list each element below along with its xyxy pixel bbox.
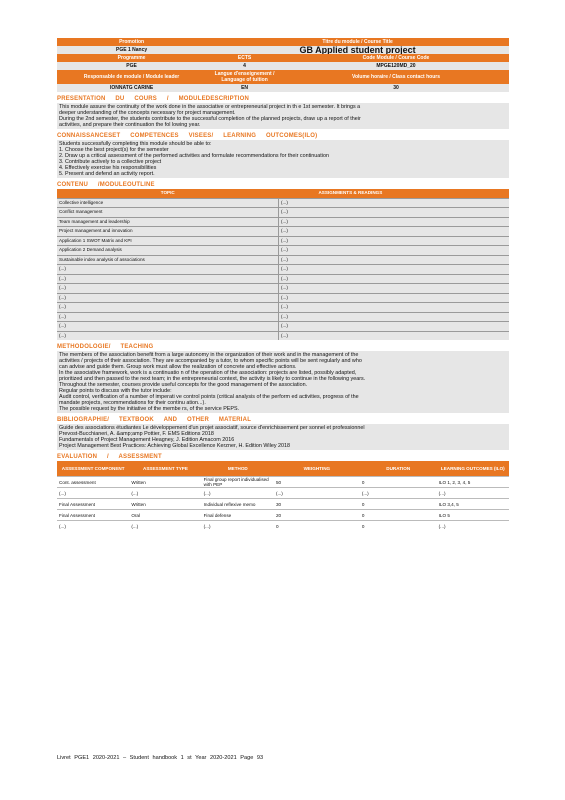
topic-cell: (...) bbox=[57, 293, 278, 303]
eval-cell: ILO 5 bbox=[437, 510, 509, 521]
eval-cell: (...) bbox=[202, 488, 274, 499]
ects-value: 4 bbox=[206, 62, 283, 70]
eval-cell: Oral bbox=[129, 510, 201, 521]
code-value: MPGE120MD_20 bbox=[283, 62, 509, 70]
bibliographie-text: Guide des associations étudiantes Le développement d'un projet associatif, source d'enrichissement per sonnel et professionnel Prevost-Bucchianeri, A. &amp;amp Pottier, F. EMS Editions 2018 Fundamentals of Project Management Heagney, J. Edition Amacom 2016 Project Management Best Practices: Achieving Global Excellence Kerzner, H. Edition Wiley 2018 bbox=[57, 424, 509, 450]
eval-cell: Written bbox=[129, 477, 201, 488]
table-row bbox=[57, 331, 509, 340]
assignment-cell: (...) bbox=[278, 312, 509, 322]
assignment-cell: (...) bbox=[278, 322, 509, 332]
assignment-cell: (...) bbox=[278, 331, 509, 340]
promotion-value: PGE 1 Nancy bbox=[57, 46, 206, 54]
topic-cell: (...) bbox=[57, 265, 278, 275]
table-row bbox=[57, 208, 509, 218]
assignment-cell: (...) bbox=[278, 208, 509, 218]
eval-cell: Written bbox=[129, 499, 201, 510]
langue-label: Langue d'enseignement / Language of tuition bbox=[206, 70, 283, 84]
assignment-cell: (...) bbox=[278, 217, 509, 227]
table-row bbox=[57, 198, 509, 208]
table-row bbox=[57, 274, 509, 284]
eval-cell: 0 bbox=[360, 521, 437, 532]
eval-col-weighting: WEIGHTING bbox=[274, 461, 360, 477]
eval-cell: (...) bbox=[129, 521, 201, 532]
methodologie-text: The members of the association benefit from a large autonomy in the organization of their work and in the management of the activities / projects of their association. They are accompanied by a tutor, to whom specific points will be sent regularly and who can advise and guide them. Group work must allow the realization of concrete and effective actions. In the associative framework, work is a continuatio n of the operation of the association: projects are listed, possibly adapted, prioritized and then passed to the next team; in the entrepreneurial context, the activity is likely to continue in the following years. Throughout the semester, courses provide useful concepts for the good management of the association. Regular points to discuss with the tutor include: Audit control, verification of a number of imperati ve control points (critical analysis of the perform ed activities, progress of the mandate projects, recommendations for their continu ation...). The possible request by the initiative of the membe rs, of the service PEPS. bbox=[57, 351, 509, 413]
assignment-cell: (...) bbox=[278, 274, 509, 284]
eval-cell: (...) bbox=[274, 488, 360, 499]
eval-cell: Final group report individualised with PEP bbox=[202, 477, 274, 488]
table-row bbox=[57, 477, 509, 488]
eval-col-component: ASSESSMENT COMPONENT bbox=[57, 461, 129, 477]
topic-cell: Team management and leadership bbox=[57, 217, 278, 227]
table-row bbox=[57, 265, 509, 275]
learning-text: Students successfully completing this module should be able to: 1. Choose the best project(s) for the semester 2. Draw up a critical assessment of the performed activities and formulate recommendations for their continuation 3. Contribute actively to a collective project 4. Effectively exercise his responsibilities 5. Present and defend an activity report. bbox=[57, 140, 509, 178]
promotion-label: Promotion bbox=[57, 38, 206, 46]
bibliographie-heading: BIBLIOGRAPHIE/ TEXTBOOK AND OTHER MATERIAL bbox=[57, 417, 252, 423]
langue-value: EN bbox=[206, 84, 283, 92]
presentation-text: This module assure the continuity of the work done in the associative or entrepreneurial project in th e 1st semester. It brings a deeper understanding of the concepts necessary for project management. During the 2nd semester, the students contribute to the successful completion of the planned projects, draw up a report of their activities, and prepare their continuation the fol lowing year. bbox=[57, 103, 509, 129]
assignments-header: ASSIGNMENTS & READINGS bbox=[278, 189, 509, 198]
eval-cell: 0 bbox=[360, 499, 437, 510]
eval-cell: (...) bbox=[129, 488, 201, 499]
page-footer: Livret PGE1 2020-2021 – Student handbook 1 st Year 2020-2021 Page 93 bbox=[57, 755, 264, 761]
eval-cell: Individual reflexive memo bbox=[202, 499, 274, 510]
assignment-cell: (...) bbox=[278, 198, 509, 208]
topic-cell: (...) bbox=[57, 274, 278, 284]
eval-cell: (...) bbox=[437, 488, 509, 499]
code-label: Code Module / Course Code bbox=[283, 54, 509, 62]
assignment-cell: (...) bbox=[278, 255, 509, 265]
eval-cell: Final defense bbox=[202, 510, 274, 521]
table-row bbox=[57, 246, 509, 256]
presentation-heading: PRESENTATION DU COURS / MODULEDESCRIPTION bbox=[57, 96, 249, 102]
table-row bbox=[57, 293, 509, 303]
eval-cell: 30 bbox=[274, 499, 360, 510]
topic-cell: Collective intelligence bbox=[57, 198, 278, 208]
evaluation-table bbox=[57, 461, 509, 531]
eval-cell: (...) bbox=[57, 488, 129, 499]
table-row bbox=[57, 303, 509, 313]
eval-cell: (...) bbox=[437, 521, 509, 532]
table-row bbox=[57, 284, 509, 294]
programme-value: PGE bbox=[57, 62, 206, 70]
eval-cell: 0 bbox=[360, 510, 437, 521]
topic-cell: (...) bbox=[57, 303, 278, 313]
programme-label: Programme bbox=[57, 54, 206, 62]
table-row bbox=[57, 312, 509, 322]
topic-cell: Application 2 Demand analysis bbox=[57, 246, 278, 256]
responsable-value: IONNATG CARINE bbox=[57, 84, 206, 92]
assignment-cell: (...) bbox=[278, 303, 509, 313]
eval-cell: (...) bbox=[360, 488, 437, 499]
eval-cell: 0 bbox=[274, 521, 360, 532]
table-row bbox=[57, 236, 509, 246]
methodologie-heading: METHODOLOGIE/ TEACHING bbox=[57, 344, 154, 350]
title-label: Titre du module / Course Title bbox=[206, 38, 509, 46]
topic-cell: (...) bbox=[57, 284, 278, 294]
eval-col-duration: DURATION bbox=[360, 461, 437, 477]
learning-heading: CONNAISSANCESET COMPETENCES VISEES/ LEARNING OUTCOMES(ILO) bbox=[57, 133, 318, 139]
topic-cell: Sustainable index analysis of associations bbox=[57, 255, 278, 265]
topic-cell: Project management and innovation bbox=[57, 227, 278, 237]
table-row bbox=[57, 322, 509, 332]
eval-cell: 0 bbox=[360, 477, 437, 488]
table-row bbox=[57, 255, 509, 265]
topic-cell: (...) bbox=[57, 322, 278, 332]
eval-col-ilo: LEARNING OUTCOMES (ILO) bbox=[437, 461, 509, 477]
eval-cell: Final Assessment bbox=[57, 499, 129, 510]
table-row bbox=[57, 488, 509, 499]
eval-cell: ILO 1, 2, 3, 4, 5 bbox=[437, 477, 509, 488]
assignment-cell: (...) bbox=[278, 227, 509, 237]
assignment-cell: (...) bbox=[278, 236, 509, 246]
volume-label: Volume horaire / Class contact hours bbox=[283, 70, 509, 84]
topic-header: TOPIC bbox=[57, 189, 278, 198]
table-row bbox=[57, 521, 509, 532]
topic-cell: (...) bbox=[57, 312, 278, 322]
assignment-cell: (...) bbox=[278, 284, 509, 294]
ects-label: ECTS bbox=[206, 54, 283, 62]
table-row bbox=[57, 510, 509, 521]
eval-cell: Final Assessment bbox=[57, 510, 129, 521]
eval-cell: (...) bbox=[57, 521, 129, 532]
assignment-cell: (...) bbox=[278, 265, 509, 275]
eval-cell: Cont. assessment bbox=[57, 477, 129, 488]
eval-cell: 20 bbox=[274, 510, 360, 521]
course-sheet bbox=[57, 38, 509, 531]
evaluation-heading: EVALUATION / ASSESSMENT bbox=[57, 454, 162, 460]
table-row bbox=[57, 499, 509, 510]
assignment-cell: (...) bbox=[278, 293, 509, 303]
eval-cell: (...) bbox=[202, 521, 274, 532]
volume-value: 30 bbox=[283, 84, 509, 92]
eval-cell: ILO 3,4, 5 bbox=[437, 499, 509, 510]
eval-col-type: ASSESSMENT TYPE bbox=[129, 461, 201, 477]
assignment-cell: (...) bbox=[278, 246, 509, 256]
outline-heading: CONTENU /MODULEOUTLINE bbox=[57, 182, 155, 188]
topic-cell: (...) bbox=[57, 331, 278, 340]
course-title: GB Applied student project bbox=[206, 46, 509, 54]
table-row bbox=[57, 227, 509, 237]
eval-cell: 50 bbox=[274, 477, 360, 488]
responsable-label: Responsable de module / Module leader bbox=[57, 70, 206, 84]
eval-col-method: METHOD bbox=[202, 461, 274, 477]
topic-cell: Conflict management bbox=[57, 208, 278, 218]
table-row bbox=[57, 217, 509, 227]
topic-cell: Application 1 SWOT Matrix and KPI bbox=[57, 236, 278, 246]
outline-table bbox=[57, 189, 509, 340]
header-table bbox=[57, 38, 509, 92]
